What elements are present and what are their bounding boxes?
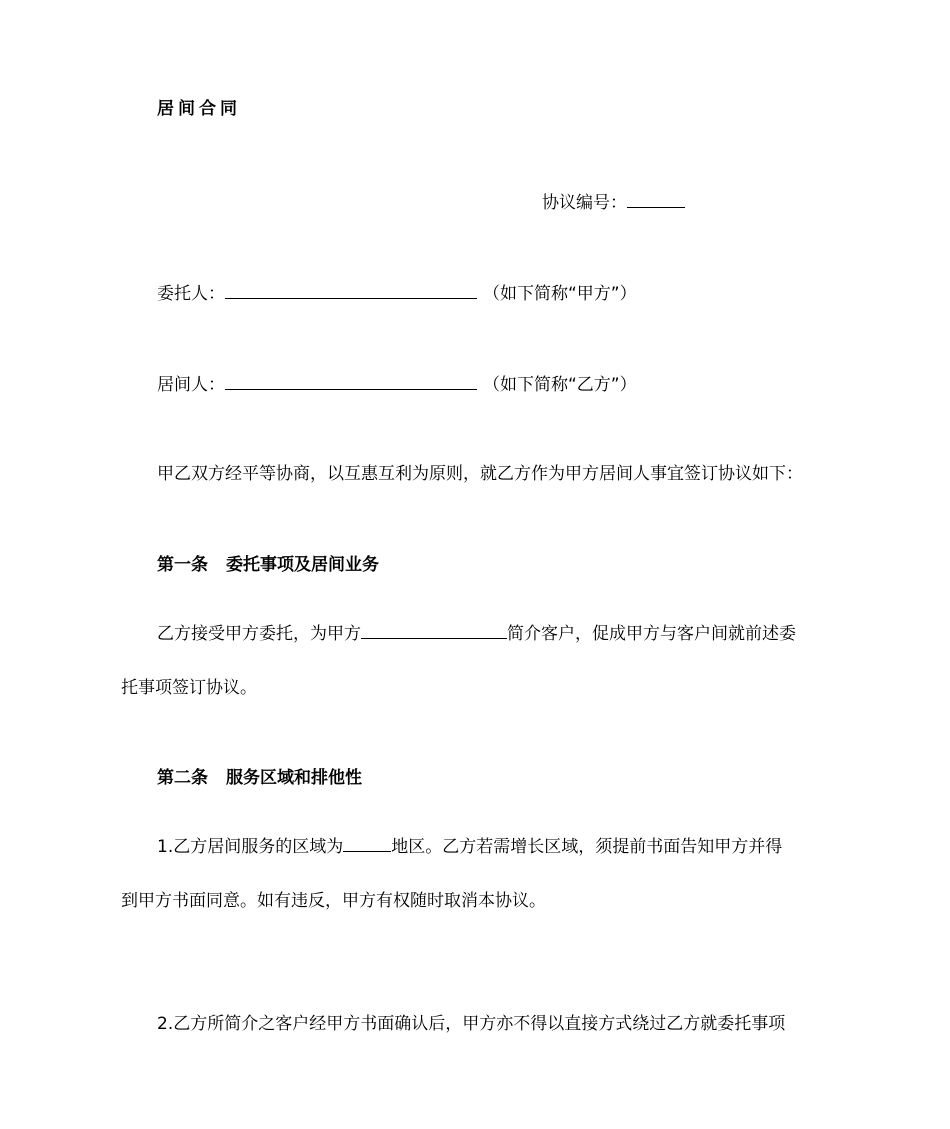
preamble-paragraph: 甲乙双方经平等协商，以互惠互利为原则，就乙方作为甲方居间人事宜签订协议如下： [157,464,803,484]
article-1-service-blank [361,620,507,639]
article-2-clause-1-line-1 [157,833,782,859]
agreement-number-blank [627,189,685,208]
principal-label: 委托人： [157,284,225,304]
broker-label: 居间人： [157,375,225,395]
article-2-clause-1-line-2: 到甲方书面同意。如有违反，甲方有权随时取消本协议。 [121,891,546,911]
article-1-paragraph-line-2: 托事项签订协议。 [121,678,257,698]
article-1-heading [157,553,379,577]
article-2-clause-1-part-1: 1.乙方居间服务的区域为 [157,837,344,857]
article-2-heading [157,766,362,790]
article-1-text-part-1: 乙方接受甲方委托，为甲方 [157,624,361,644]
principal-row [157,280,637,306]
article-2-title: 服务区域和排他性 [226,768,362,788]
agreement-number-label: 协议编号： [542,193,627,213]
article-2-clause-2-line-1: 2.乙方所简介之客户经甲方书面确认后，甲方亦不得以直接方式绕过乙方就委托事项 [157,1014,786,1034]
article-1-text-part-2: 简介客户，促成甲方与客户间就前述委 [507,624,796,644]
broker-row [157,371,637,397]
document-title: 居间合同 [157,99,241,119]
service-region-blank [343,833,391,852]
article-2-number: 第二条 [157,768,208,788]
broker-alias: （如下简称“乙方”） [483,375,637,395]
article-1-title: 委托事项及居间业务 [226,555,379,575]
article-1-number: 第一条 [157,555,208,575]
broker-name-blank [225,371,477,390]
agreement-number-row [542,189,685,215]
article-1-paragraph-line-1 [157,620,796,646]
article-2-clause-1-part-2: 地区。乙方若需增长区域，须提前书面告知甲方并得 [391,837,783,857]
principal-alias: （如下简称“甲方”） [483,284,637,304]
principal-name-blank [225,280,477,299]
